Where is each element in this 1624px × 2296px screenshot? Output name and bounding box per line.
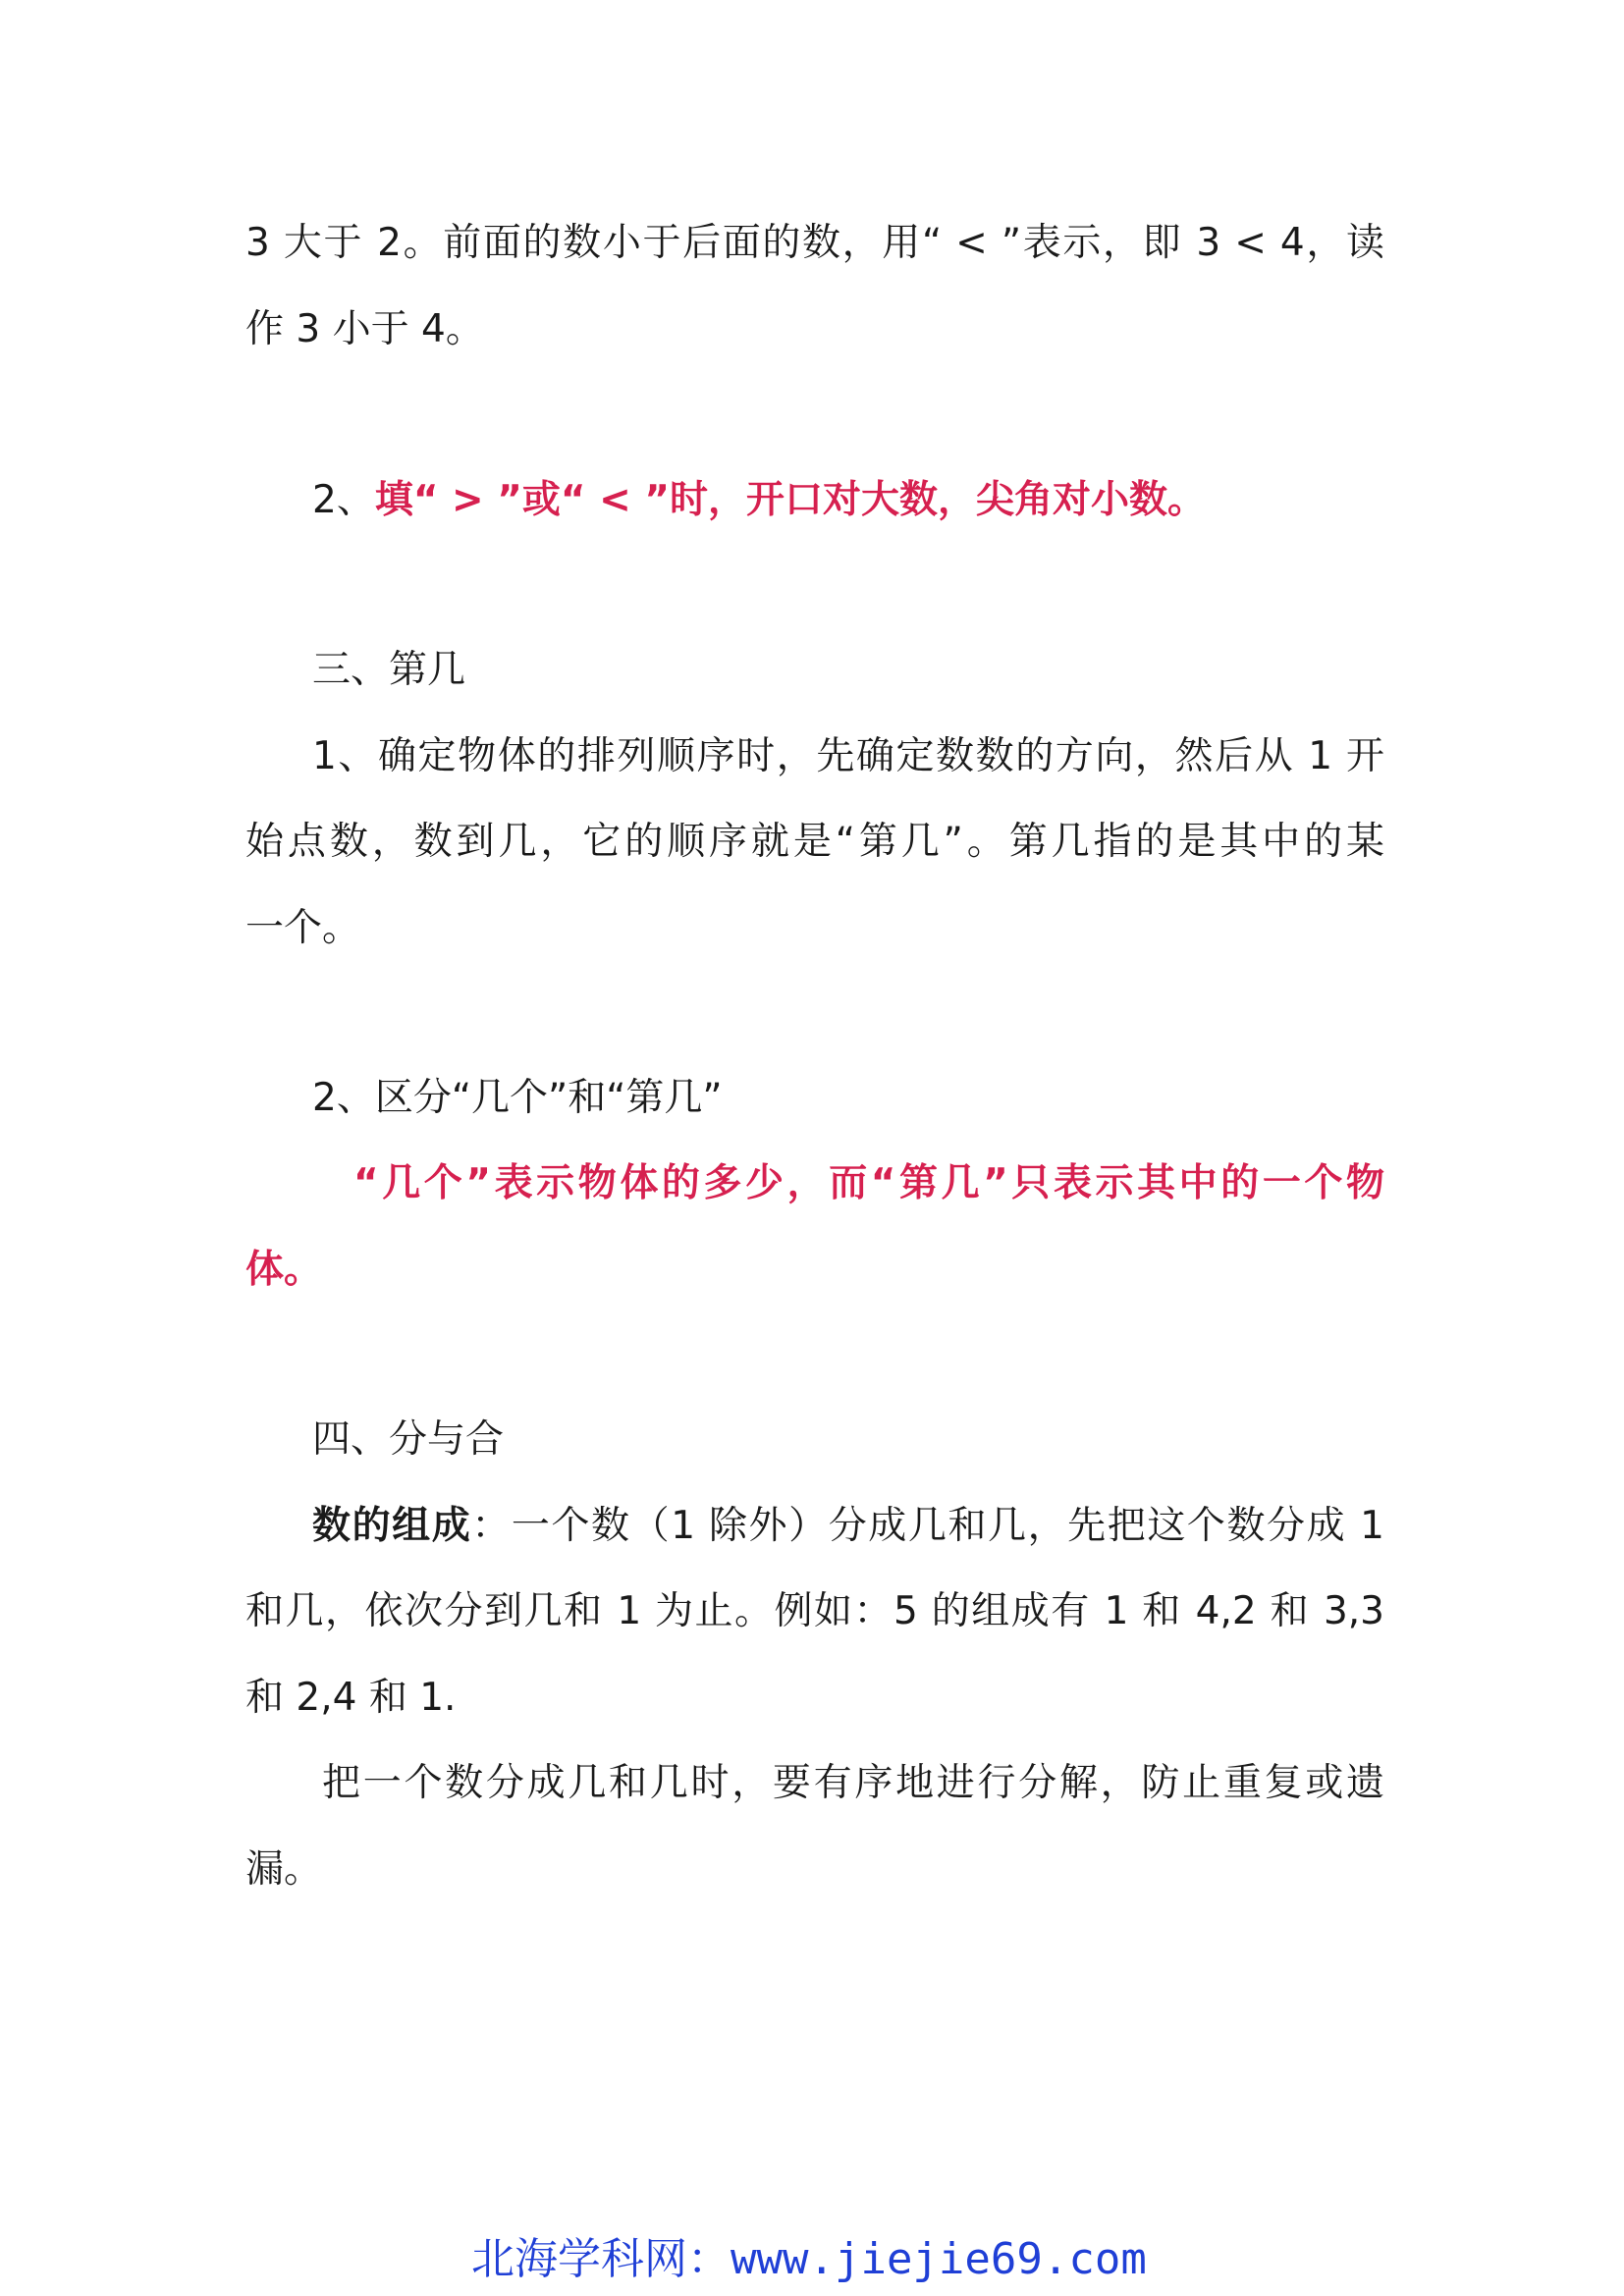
split-note-line-2: 漏。 [245,1847,323,1892]
compare-line-2: 作 3 小于 4。 [245,307,484,351]
ordinal-point-1-line-1: 1、确定物体的排列顺序时，先确定数数的方向，然后从 1 开 [312,734,1384,778]
emphasis-rule-text: 填“ > ”或“ < ”时，开口对大数，尖角对小数。 [374,478,1207,522]
compare-line-1: 3 大于 2。前面的数小于后面的数，用“ < ”表示，即 3 < 4，读 [245,221,1384,265]
ordinal-emphasis-line-2: 体。 [245,1248,323,1292]
ordinal-point-1-line-2: 始点数，数到几，它的顺序就是“第几”。第几指的是其中的某 [245,820,1384,864]
split-definition-line-2: 和几，依次分到几和 1 为止。例如：5 的组成有 1 和 4,2 和 3,3 [245,1589,1384,1633]
split-definition-line-3: 和 2,4 和 1. [245,1676,457,1720]
split-definition-text: ：一个数（1 除外）分成几和几，先把这个数分成 1 [471,1504,1384,1548]
ordinal-point-2-heading: 2、区分“几个”和“第几” [312,1076,723,1120]
footer-watermark [471,2232,1147,2287]
footer-url[interactable]: www.jiejie69.com [731,2234,1147,2284]
ordinal-emphasis-line-1: “几个”表示物体的多少，而“第几”只表示其中的一个物 [353,1161,1384,1205]
section-heading-split: 四、分与合 [312,1417,505,1462]
compare-point-2 [312,475,1206,526]
footer-site-name: 北海学科网： [471,2234,731,2284]
section-heading-ordinal: 三、第几 [312,648,466,692]
point-number: 2、 [312,478,375,522]
ordinal-point-1-line-3: 一个。 [245,906,361,950]
split-term: 数的组成 [312,1504,472,1548]
split-definition-line-1 [312,1501,1384,1552]
split-note-line-1: 把一个数分成几和几时，要有序地进行分解，防止重复或遗 [322,1761,1384,1805]
